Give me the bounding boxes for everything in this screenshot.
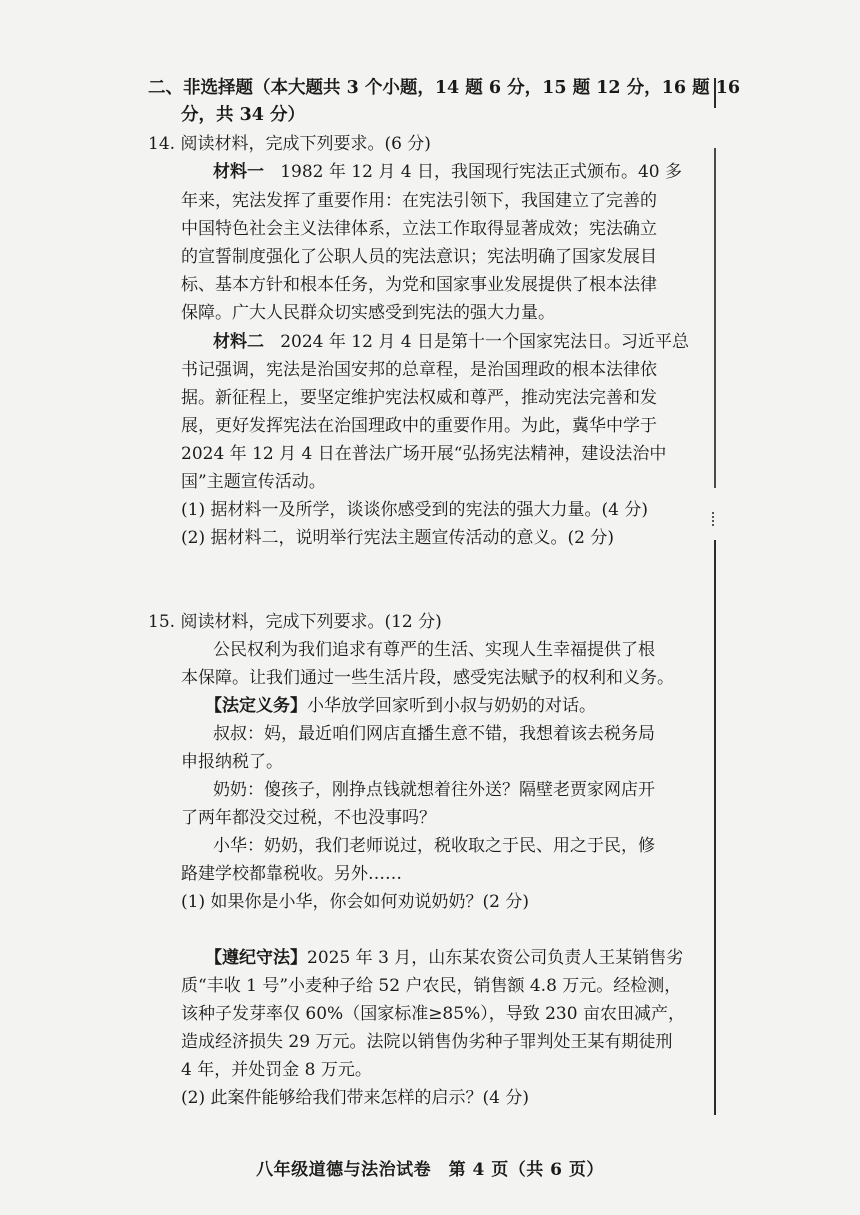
- q14-material2-line: 书记强调，宪法是治国安邦的总章程，是治国理政的根本法律依: [181, 360, 657, 380]
- q15-duty-line: 【法定义务】小华放学回家听到小叔与奶奶的对话。: [205, 696, 596, 716]
- margin-rule: [714, 148, 716, 488]
- q15-title: 15. 阅读材料，完成下列要求。(12 分): [148, 612, 442, 632]
- q14-title: 14. 阅读材料，完成下列要求。(6 分): [148, 134, 431, 154]
- q14-material1-line: 年来，宪法发挥了重要作用：在宪法引领下，我国建立了完善的: [181, 191, 657, 211]
- q15-subquestion-2: (2) 此案件能够给我们带来怎样的启示？(4 分): [181, 1088, 529, 1108]
- section-title: 二、非选择题（本大题共 3 个小题，14 题 6 分，15 题 12 分，16 题 16: [148, 78, 741, 98]
- q15-dialog-line: 小华：奶奶，我们老师说过，税收取之于民、用之于民，修: [213, 836, 655, 856]
- q14-material2-line: 展，更好发挥宪法在治国理政中的重要作用。为此，冀华中学于: [181, 416, 657, 436]
- q15-law-line: 【遵纪守法】2025 年 3 月，山东某农资公司负责人王某销售劣: [205, 948, 684, 968]
- q14-material2-line: 据。新征程上，要坚定维护宪法权威和尊严，推动宪法完善和发: [181, 388, 657, 408]
- q14-material1-line: 标、基本方针和根本任务，为党和国家事业发展提供了根本法律: [181, 275, 657, 295]
- q14-material1-line: 中国特色社会主义法律体系，立法工作取得显著成效；宪法确立: [181, 219, 657, 239]
- q15-dialog-line: 了两年都没交过税，不也没事吗？: [181, 808, 436, 828]
- material1-label: 材料一: [213, 162, 264, 182]
- q14-material1-line: 的宣誓制度强化了公职人员的宪法意识；宪法明确了国家发展目: [181, 247, 657, 267]
- q15-dialog-line: 路建学校都靠税收。另外……: [181, 864, 402, 884]
- margin-rule: [714, 540, 716, 1115]
- q14-subquestion-1: (1) 据材料一及所学，谈谈你感受到的宪法的强大力量。(4 分): [181, 500, 648, 520]
- material2-label: 材料二: [213, 332, 264, 352]
- duty-label: 【法定义务】: [205, 696, 307, 716]
- q15-intro-line: 公民权利为我们追求有尊严的生活、实现人生幸福提供了根: [213, 640, 655, 660]
- q15-dialog-line: 申报纳税了。: [181, 752, 283, 772]
- margin-mark: [712, 512, 719, 526]
- q15-dialog-line: 叔叔：妈，最近咱们网店直播生意不错，我想着该去税务局: [213, 724, 655, 744]
- law-label: 【遵纪守法】: [205, 948, 307, 968]
- q14-subquestion-2: (2) 据材料二，说明举行宪法主题宣传活动的意义。(2 分): [181, 528, 614, 548]
- q15-law-line: 该种子发芽率仅 60%（国家标准≥85%），导致 230 亩农田减产，: [181, 1004, 685, 1024]
- q15-law-line: 质“丰收 1 号”小麦种子给 52 户农民，销售额 4.8 万元。经检测，: [181, 976, 682, 996]
- q15-law-line: 造成经济损失 29 万元。法院以销售伪劣种子罪判处王某有期徒刑: [181, 1032, 673, 1052]
- q14-material2-line: 2024 年 12 月 4 日在普法广场开展“弘扬宪法精神，建设法治中: [181, 444, 667, 464]
- q15-subquestion-1: (1) 如果你是小华，你会如何劝说奶奶？(2 分): [181, 892, 529, 912]
- section-title-cont: 分，共 34 分）: [181, 105, 306, 125]
- q14-material2-line: 国”主题宣传活动。: [181, 472, 326, 492]
- q15-intro-line: 本保障。让我们通过一些生活片段，感受宪法赋予的权利和义务。: [181, 668, 674, 688]
- q14-material1-line: 材料一 1982 年 12 月 4 日，我国现行宪法正式颁布。40 多: [213, 162, 682, 182]
- q15-dialog-line: 奶奶：傻孩子，刚挣点钱就想着往外送？隔壁老贾家网店开: [213, 780, 655, 800]
- q14-material1-line: 保障。广大人民群众切实感受到宪法的强大力量。: [181, 303, 555, 323]
- q15-law-line: 4 年，并处罚金 8 万元。: [181, 1060, 372, 1080]
- page-footer: 八年级道德与法治试卷 第 4 页（共 6 页）: [256, 1160, 604, 1180]
- q14-material2-line: 材料二 2024 年 12 月 4 日是第十一个国家宪法日。习近平总: [213, 332, 689, 352]
